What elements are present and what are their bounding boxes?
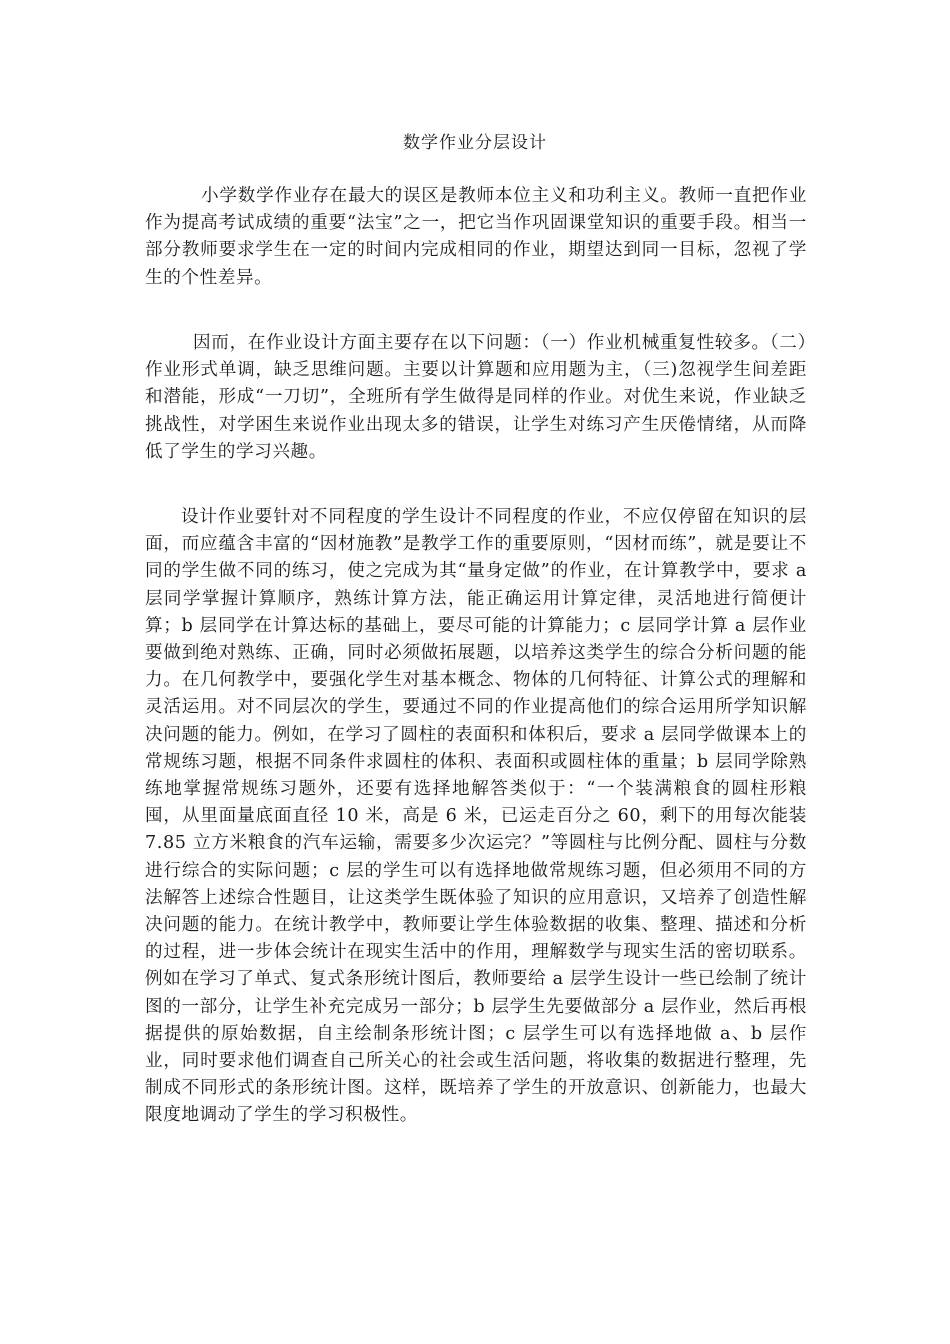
paragraph-3: 设计作业要针对不同程度的学生设计不同程度的作业，不应仅停留在知识的层面，而应蕴含丰富的“因材施教”是教学工作的重要原则，“因材而练”，就是要让不同的学生做不同的练习，使之完成为其“量身定做”的作业，在计算教学中，要求 a 层同学掌握计算顺序，熟练计算方法，能正确运用计算定律，灵活地进行简便计算；b 层同学在计算达标的基础上，要尽可能的计算能力；c 层同学计算 a 层作业要做到绝对熟练、正确，同时必须做拓展题，以培养这类学生的综合分析问题的能力。在几何教学中，要强化学生对基本概念、物体的几何特征、计算公式的理解和灵活运用。对不同层次的学生，要通过不同的作业提高他们的综合运用所学知识解决问题的能力。例如，在学习了圆柱的表面积和体积后，要求 a 层同学做课本上的常规练习题，根据不同条件求圆柱的体积、表面积或圆柱体的重量；b 层同学除熟练地掌握常规练习题外，还要有选择地解答类似于：“一个装满粮食的圆柱形粮囤，从里面量底面直径 10 米，高是 6 米，已运走百分之 60，剩下的用每次能装 7.85 立方米粮食的汽车运输，需要多少次运完？”等圆柱与比例分配、圆柱与分数进行综合的实际问题；c 层的学生可以有选择地做常规练习题，但必须用不同的方法解答上述综合性题目，让这类学生既体验了知识的应用意识，又培养了创造性解决问题的能力。在统计教学中，教师要让学生体验数据的收集、整理、描述和分析的过程，进一步体会统计在现实生活中的作用，理解数学与现实生活的密切联系。例如在学习了单式、复式条形统计图后，教师要给 a 层学生设计一些已绘制了统计图的一部分，让学生补充完成另一部分；b 层学生先要做部分 a 层作业，然后再根据提供的原始数据，自主绘制条形统计图；c 层学生可以有选择地做 a、b 层作业，同时要求他们调查自己所关心的社会或生活问题，将收集的数据进行整理，先制成不同形式的条形统计图。这样，既培养了学生的开放意识、创新能力，也最大限度地调动了学生的学习积极性。 <box>145 507 807 1126</box>
paragraph-2: 因而，在作业设计方面主要存在以下问题：（一）作业机械重复性较多。（二）作业形式单调，缺乏思维问题。主要以计算题和应用题为主，（三)忽视学生间差距和潜能，形成“一刀切”，全班所有学生做得是同样的作业。对优生来说，作业缺乏挑战性，对学困生来说作业出现太多的错误，让学生对练习产生厌倦情绪，从而降低了学生的学习兴趣。 <box>145 333 807 462</box>
paragraph-1: 小学数学作业存在最大的误区是教师本位主义和功利主义。教师一直把作业作为提高考试成绩的重要“法宝”之一，把它当作巩固课堂知识的重要手段。相当一部分教师要求学生在一定的时间内完成相同的作业，期望达到同一目标，忽视了学生的个性差异。 <box>145 186 807 288</box>
document-title: 数学作业分层设计 <box>403 133 547 153</box>
